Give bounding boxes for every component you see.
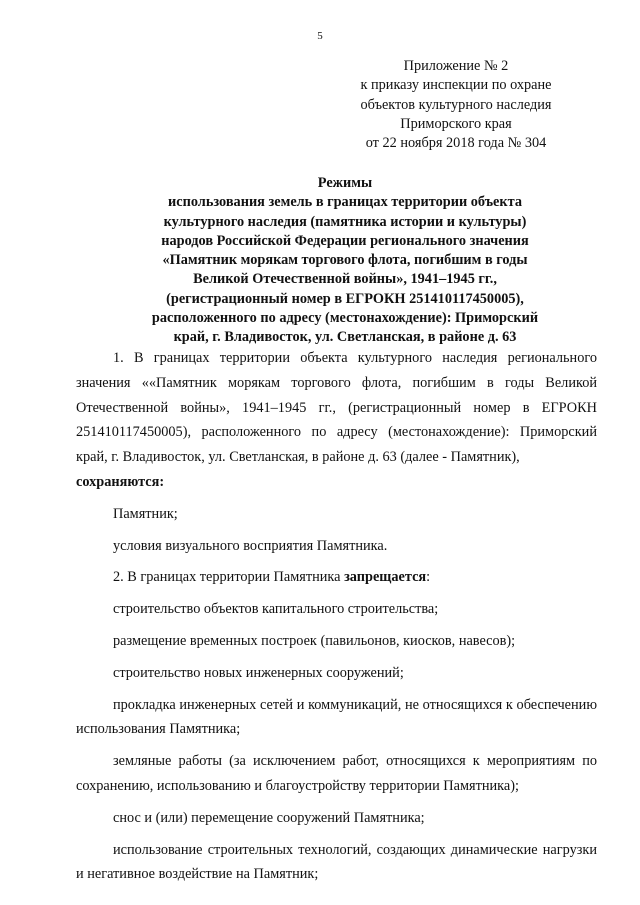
paragraph-2-colon: : — [426, 569, 431, 586]
title-line: Режимы — [317, 175, 373, 191]
list-item: условия визуального восприятия Памятника. — [113, 537, 388, 554]
document-title — [80, 174, 610, 348]
paragraph-2-bold: запрещается — [344, 569, 427, 586]
appendix-line: от 22 ноября 2018 года № 304 — [365, 135, 547, 152]
paragraph-2-text: 2. В границах территории Памятника — [113, 569, 341, 586]
page-number: 5 — [317, 30, 323, 42]
title-line: культурного наследия (памятника истории и культуры) — [163, 213, 527, 230]
paragraph-2 — [113, 565, 597, 590]
list-item: использование строительных технологий, создающих динамические нагрузки и негативное воздействие на Памятник; — [76, 841, 597, 883]
title-line: Великой Отечественной войны», 1941–1945 гг., — [193, 271, 497, 288]
list-item: строительство новых инженерных сооружений; — [113, 664, 404, 681]
paragraph-1-text: 1. В границах территории объекта культурного наследия регионального значения ««Памятник морякам торгового флота, погибшим в годы Великой Отечественной войны», 1941–1945 гг., (регистрационный номер в ЕГРОКН 251410117450005), расположенного по адресу (местонахождение): Приморский край, г. Владивосток, ул. Светланская, в районе д. 63 (далее - Памятник), — [76, 350, 597, 466]
list-item: снос и (или) перемещение сооружений Памятника; — [113, 809, 425, 826]
list-item: прокладка инженерных сетей и коммуникаций, не относящихся к обеспечению использования Памятника; — [76, 696, 597, 738]
list-item: размещение временных построек (павильонов, киосков, навесов); — [113, 632, 516, 649]
list-item: земляные работы (за исключением работ, относящихся к мероприятиям по сохранению, использованию и благоустройству территории Памятника); — [76, 753, 597, 794]
title-line: край, г. Владивосток, ул. Светланская, в районе д. 63 — [173, 329, 517, 346]
appendix-line: объектов культурного наследия — [360, 96, 552, 113]
appendix-line: Приморского края — [400, 115, 512, 132]
document-body — [76, 346, 597, 887]
list-item: строительство объектов капитального строительства; — [113, 601, 439, 618]
appendix-line: к приказу инспекции по охране — [360, 77, 552, 94]
appendix-line: Приложение № 2 — [403, 58, 509, 74]
appendix-header — [330, 57, 582, 153]
paragraph-1-bold: сохраняются: — [76, 473, 165, 490]
title-line: народов Российской Федерации регионального значения — [161, 232, 529, 249]
title-line: расположенного по адресу (местонахождение): Приморский — [151, 310, 539, 327]
title-line: «Памятник морякам торгового флота, погибшим в годы — [162, 252, 528, 269]
paragraph-1 — [76, 346, 597, 495]
title-line: (регистрационный номер в ЕГРОКН 251410117450005), — [166, 290, 524, 307]
list-item: Памятник; — [113, 505, 178, 522]
title-line: использования земель в границах территории объекта — [168, 194, 522, 211]
